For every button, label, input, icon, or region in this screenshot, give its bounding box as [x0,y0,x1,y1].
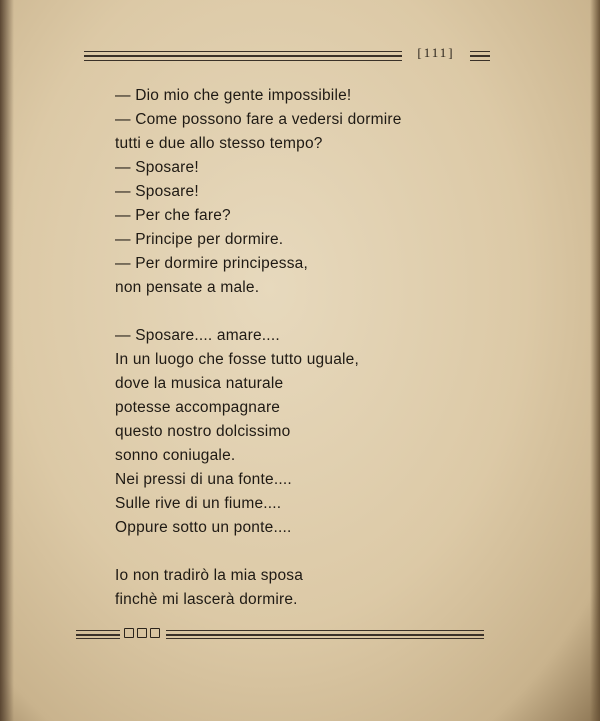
poem-line: tutti e due allo stesso tempo? [115,135,323,152]
footer-ornament-icon [124,628,160,638]
poem-line: sonno coniugale. [115,447,236,464]
poem-line: questo nostro dolcissimo [115,423,291,440]
poem-line: — Come possono fare a vedersi dormire [115,111,402,128]
page-left-shadow [0,0,14,721]
footer-rule-left-top [76,630,120,631]
poem-line: — Dio mio che gente impossibile! [115,87,352,104]
footer-rule-right-bottom [166,638,484,639]
header-rule-bottom [84,60,402,61]
poem-line: — Sposare.... amare.... [115,327,280,344]
poem-line: In un luogo che fosse tutto uguale, [115,351,359,368]
page-number: [111] [417,45,455,60]
footer-rule-left-bottom [76,638,120,639]
footer-rule-left-mid [76,634,120,636]
square-ornament-icon [124,628,134,638]
header-rule-right-mid [470,55,490,57]
poem-line: Sulle rive di un fiume.... [115,495,282,512]
poem-line: — Per dormire principessa, [115,255,308,272]
footer-rule-right-mid [166,634,484,636]
poem-line: dove la musica naturale [115,375,284,392]
header-rule-top [84,51,402,52]
poem-line: Io non tradirò la mia sposa [115,567,304,584]
poem-line: non pensate a male. [115,279,260,296]
poem-line: Nei pressi di una fonte.... [115,471,292,488]
poem-line: potesse accompagnare [115,399,281,416]
square-ornament-icon [150,628,160,638]
poem-line: — Principe per dormire. [115,231,284,248]
page-right-shadow [590,0,600,721]
poem-line: — Per che fare? [115,207,231,224]
poem-line: finchè mi lascerà dormire. [115,591,298,608]
poem-line: — Sposare! [115,159,199,176]
poem-line: Oppure sotto un ponte.... [115,519,292,536]
footer-rule-right-top [166,630,484,631]
header-rule-mid [84,55,402,57]
header-rule-right-bottom [470,60,490,61]
page-header [84,43,490,63]
header-rule-right-top [470,51,490,52]
poem-line: — Sposare! [115,183,199,200]
square-ornament-icon [137,628,147,638]
page-footer [76,626,484,642]
